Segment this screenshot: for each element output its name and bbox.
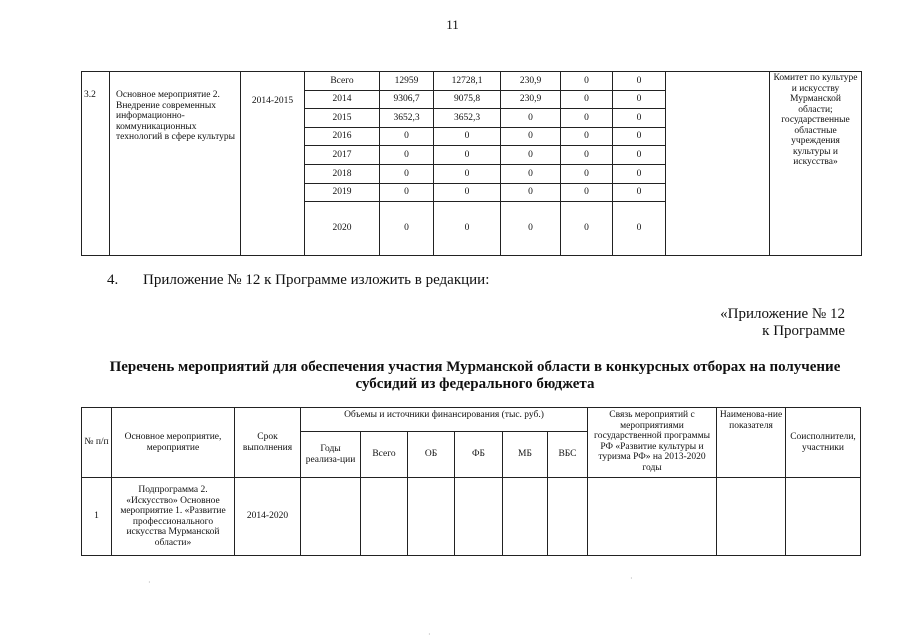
total-cell: 12959 [380,72,434,91]
table-row [82,72,862,91]
ob-cell: 0 [434,127,501,146]
empty-cell [301,478,361,556]
item-4-paragraph [107,272,490,289]
header-num: № п/п [82,408,112,478]
fb-cell: 0 [501,127,561,146]
vbs-cell: 0 [613,109,666,128]
header-row [82,408,861,432]
empty-cell [786,478,861,556]
mb-cell: 0 [561,90,613,109]
fb-cell: 0 [501,202,561,256]
fb-cell: 0 [501,183,561,202]
mb-cell: 0 [561,109,613,128]
year-cell: 2020 [305,202,380,256]
year-cell: 2016 [305,127,380,146]
ob-cell: 3652,3 [434,109,501,128]
year-cell: 2015 [305,109,380,128]
header-link: Связь мероприятий с мероприятиями государственной программы РФ «Развитие культуры и туризма РФ» на 2013-2020 годы [588,408,717,478]
activity-name: Основное мероприятие 2. Внедрение современных информационно-коммуникационных технологий в сфере культуры [110,72,241,256]
empty-cell [666,72,770,256]
vbs-cell: 0 [613,90,666,109]
empty-cell [717,478,786,556]
ob-cell: 0 [434,202,501,256]
total-cell: 0 [380,202,434,256]
header-vbs: ВБС [548,432,588,478]
year-cell: 2014 [305,90,380,109]
fb-cell: 0 [501,109,561,128]
activity-name: Подпрограмма 2. «Искусство» Основное мероприятие 1. «Развитие профессионального искусства Мурманской области» [112,478,235,556]
header-mb: МБ [503,432,548,478]
header-total: Всего [361,432,408,478]
mb-cell: 0 [561,202,613,256]
empty-cell [455,478,503,556]
year-cell: Всего [305,72,380,91]
vbs-cell: 0 [613,164,666,183]
empty-cell [408,478,455,556]
row-number: 3.2 [82,72,110,256]
vbs-cell: 0 [613,127,666,146]
measures-table [81,407,861,556]
page-number: 11 [446,17,459,32]
header-financing: Объемы и источники финансирования (тыс. руб.) [301,408,588,432]
scan-speck: · [428,630,431,639]
ob-cell: 9075,8 [434,90,501,109]
vbs-cell: 0 [613,146,666,165]
total-cell: 0 [380,183,434,202]
scan-speck: · [148,578,151,587]
ob-cell: 0 [434,183,501,202]
ob-cell: 0 [434,146,501,165]
year-cell: 2017 [305,146,380,165]
responsible-party: Комитет по культуре и искусству Мурманской области; государственные областные учреждения культуры и искусства» [770,72,862,256]
vbs-cell: 0 [613,202,666,256]
top-activity-table [81,71,862,256]
empty-cell [361,478,408,556]
mb-cell: 0 [561,127,613,146]
mb-cell: 0 [561,146,613,165]
empty-cell [588,478,717,556]
fb-cell: 0 [501,164,561,183]
header-period: Срок выполнения [235,408,301,478]
section-heading: Перечень мероприятий для обеспечения участия Мурманской области в конкурсных отборах на получение субсидий из федерального бюджета [109,359,841,392]
header-ob: ОБ [408,432,455,478]
total-cell: 0 [380,146,434,165]
appendix-reference: «Приложение № 12 к Программе [720,306,845,339]
item-text: Приложение № 12 к Программе изложить в редакции: [143,272,490,288]
mb-cell: 0 [561,164,613,183]
year-cell: 2018 [305,164,380,183]
ob-cell: 0 [434,164,501,183]
empty-cell [503,478,548,556]
period: 2014-2015 [241,72,305,256]
table-row [82,478,861,556]
vbs-cell: 0 [613,183,666,202]
total-cell: 3652,3 [380,109,434,128]
row-number: 1 [82,478,112,556]
mb-cell: 0 [561,183,613,202]
mb-cell: 0 [561,72,613,91]
header-activity: Основное мероприятие, мероприятие [112,408,235,478]
header-indicator: Наименова-ние показателя [717,408,786,478]
total-cell: 0 [380,164,434,183]
period: 2014-2020 [235,478,301,556]
fb-cell: 230,9 [501,90,561,109]
header-coexecutors: Соисполнители, участники [786,408,861,478]
vbs-cell: 0 [613,72,666,91]
scan-speck: · [630,574,633,583]
header-years: Годы реализа-ции [301,432,361,478]
header-fb: ФБ [455,432,503,478]
ob-cell: 12728,1 [434,72,501,91]
year-cell: 2019 [305,183,380,202]
fb-cell: 230,9 [501,72,561,91]
item-number: 4. [107,272,119,288]
fb-cell: 0 [501,146,561,165]
total-cell: 0 [380,127,434,146]
empty-cell [548,478,588,556]
total-cell: 9306,7 [380,90,434,109]
